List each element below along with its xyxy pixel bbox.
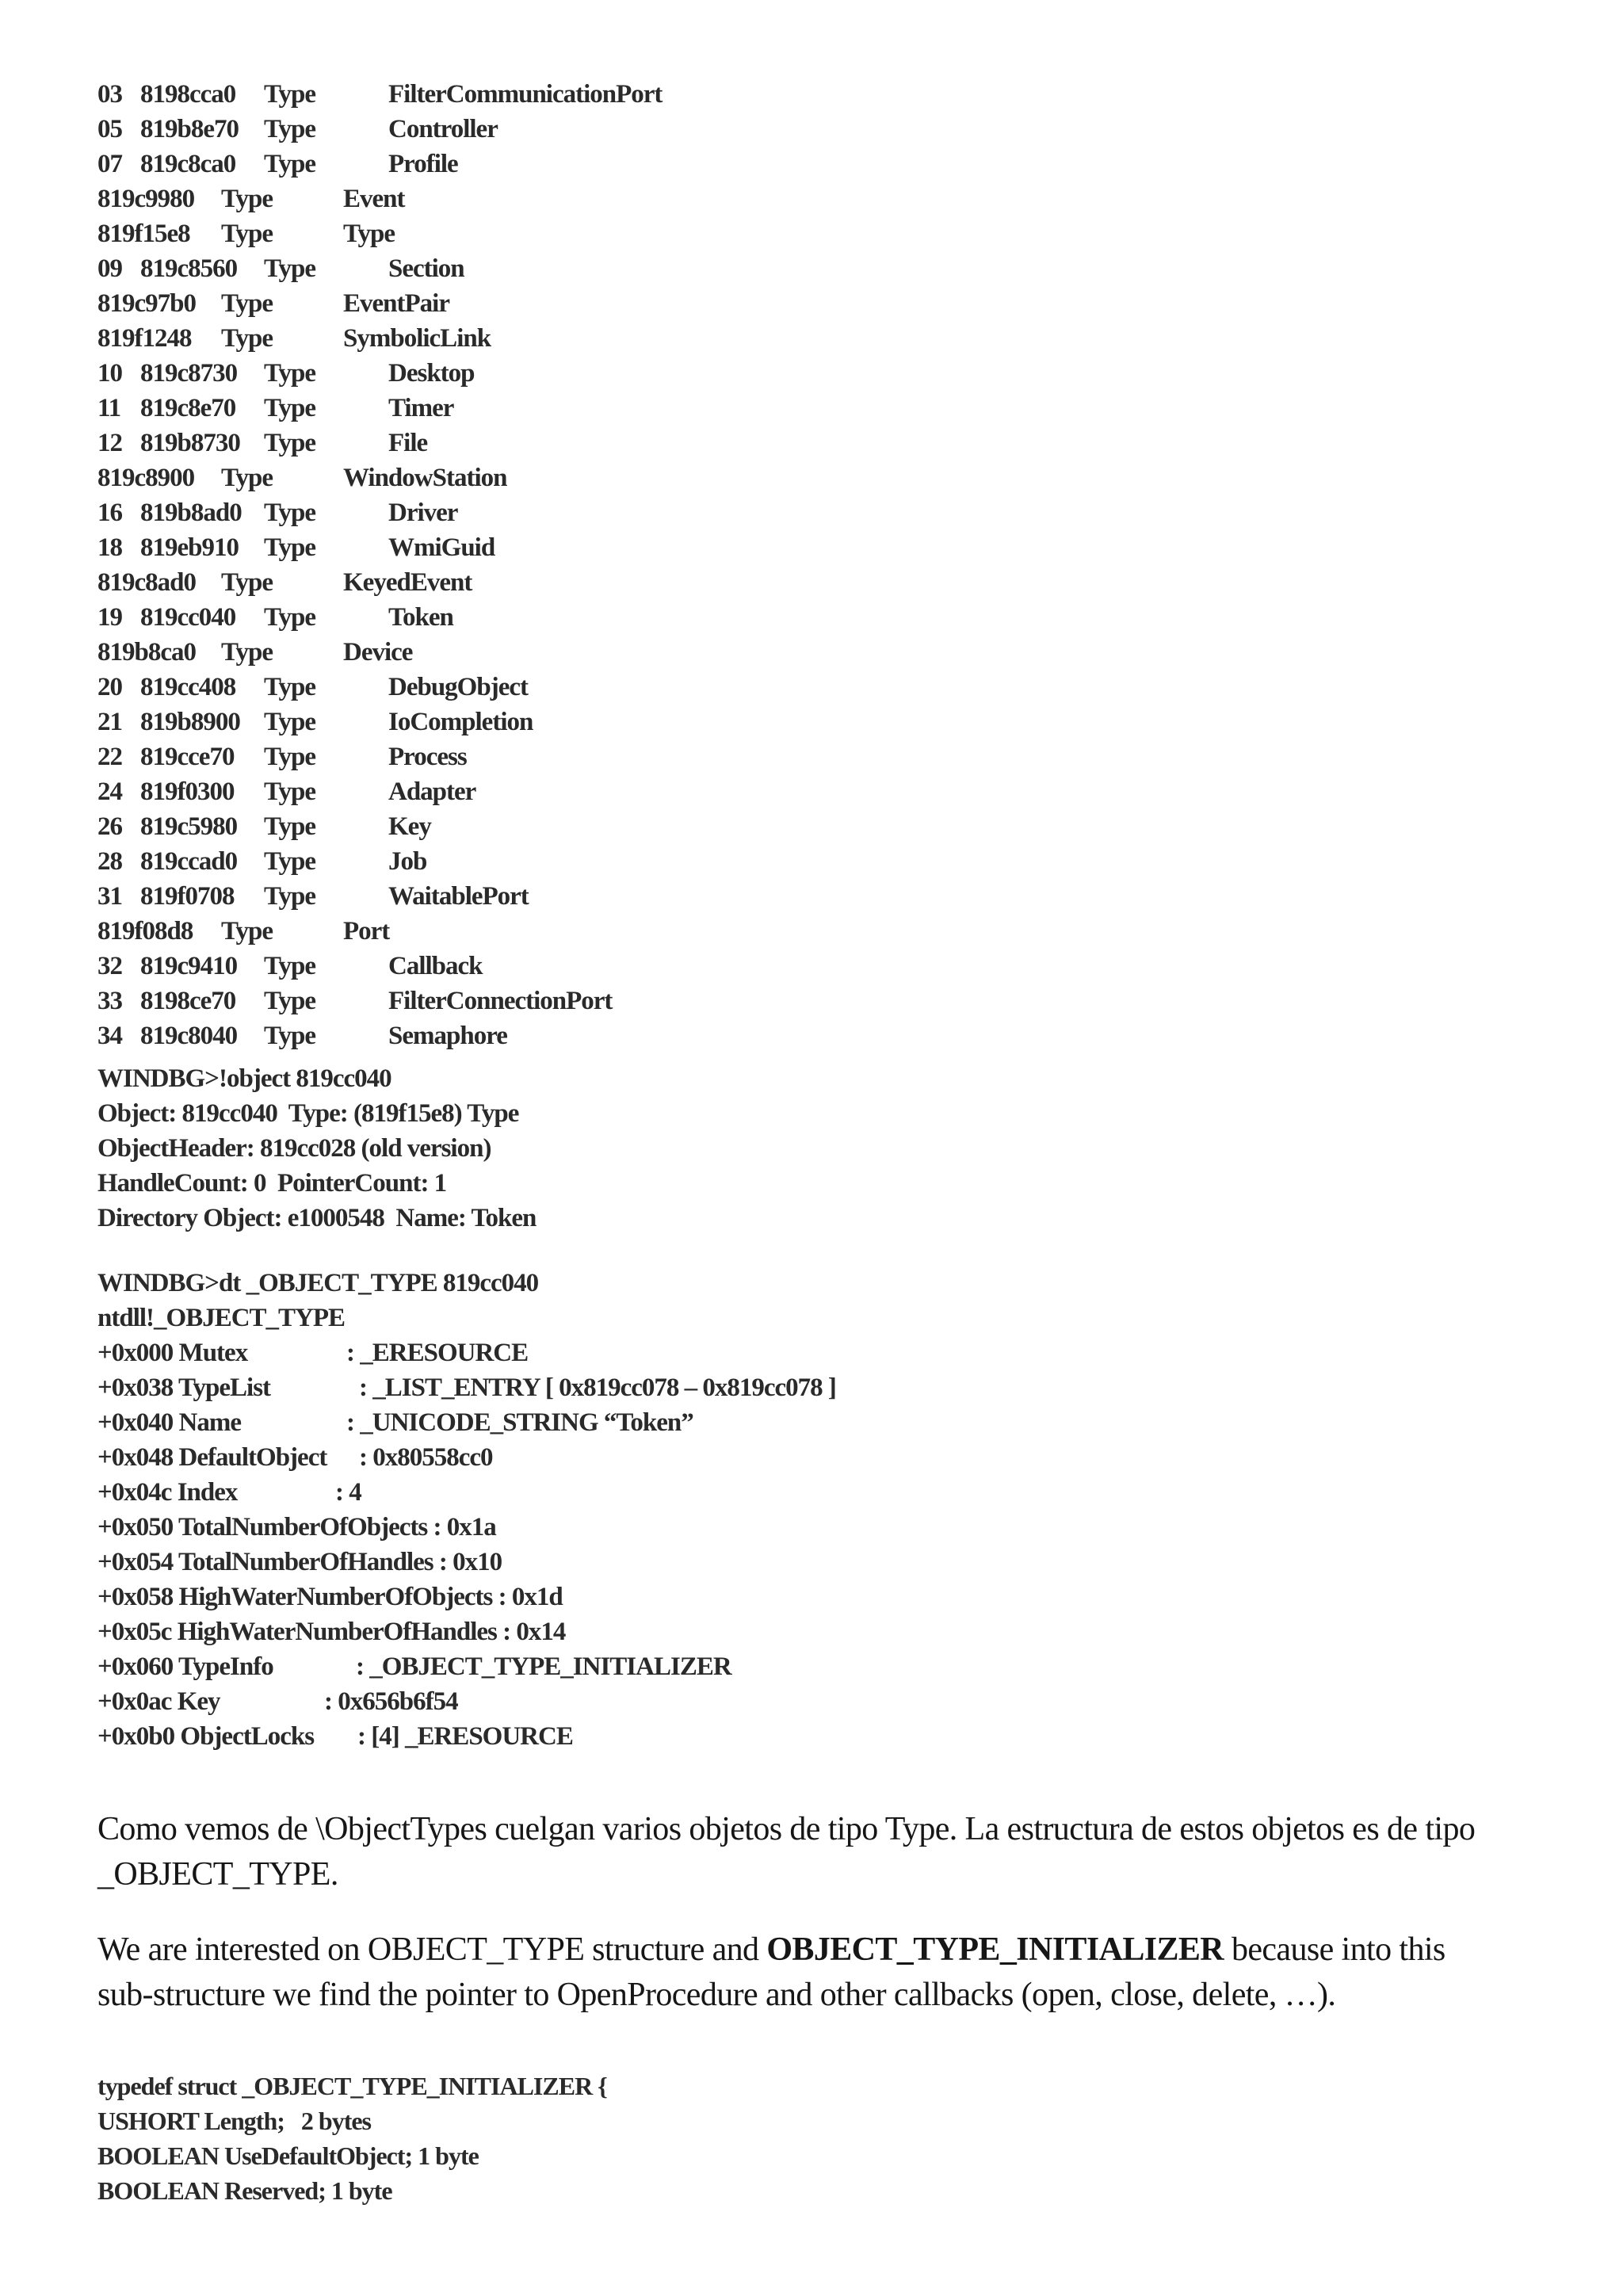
type-row-address: 819c8730 (140, 359, 238, 388)
type-row-kind: Type (264, 673, 316, 701)
dt-field-name: +0x038 TypeList (97, 1373, 271, 1402)
type-row-kind: Type (221, 289, 273, 318)
type-row-index: 26 (97, 812, 122, 841)
type-row-kind: Type (264, 882, 316, 911)
paragraph-object-types-text: Como vemos de \ObjectTypes cuelgan varios objetos de tipo Type. La estructura de estos objetos es de tipo _OBJECT_TYPE. (97, 1811, 1476, 1893)
type-row-index: 18 (97, 533, 122, 562)
type-row-address: 819c8560 (140, 254, 238, 283)
dt-field-name: +0x0b0 ObjectLocks (97, 1722, 315, 1751)
dt-field-value: : [4] _ERESOURCE (357, 1722, 573, 1751)
object-output-line: Directory Object: e1000548 Name: Token (97, 1204, 537, 1232)
type-row-address: 819b8900 (140, 708, 240, 736)
dt-field-value: : _UNICODE_STRING “Token” (346, 1408, 693, 1437)
type-row-name: Profile (388, 150, 458, 178)
object-output-line: Object: 819cc040 Type: (819f15e8) Type (97, 1099, 519, 1128)
type-row-index: 20 (97, 673, 122, 701)
type-row-index: 24 (97, 777, 122, 806)
type-row-index: 10 (97, 359, 122, 388)
type-row-name: Timer (388, 394, 454, 422)
type-row-kind: Type (264, 987, 316, 1015)
type-row-kind: Type (221, 638, 273, 667)
type-row-address: 8198cca0 (140, 80, 236, 109)
type-row-kind: Type (264, 708, 316, 736)
type-row-kind: Type (221, 185, 273, 213)
dt-field-name: +0x048 DefaultObject (97, 1443, 327, 1472)
type-row-kind: Type (264, 1022, 316, 1050)
type-row-address: 819c8e70 (140, 394, 236, 422)
type-row-name: IoCompletion (388, 708, 533, 736)
object-output-line: WINDBG>!object 819cc040 (97, 1064, 391, 1093)
type-row-index: 33 (97, 987, 122, 1015)
type-row-kind: Type (264, 743, 316, 771)
type-row-name: DebugObject (388, 673, 528, 701)
type-row-address: 819c8040 (140, 1022, 238, 1050)
type-row-name: Port (343, 917, 390, 946)
type-row-kind: Type (264, 812, 316, 841)
type-row-name: Job (388, 847, 427, 876)
type-row-address: 819c8ad0 (97, 568, 196, 597)
type-row-address: 819f15e8 (97, 220, 190, 248)
type-row-name: Adapter (388, 777, 476, 806)
type-row-kind: Type (264, 847, 316, 876)
type-row-address: 819b8ad0 (140, 499, 242, 527)
type-row-name: Key (388, 812, 431, 841)
paragraph-object-types (97, 1807, 1508, 1897)
type-row-address: 819ccad0 (140, 847, 238, 876)
type-row-name: KeyedEvent (343, 568, 472, 597)
type-row-kind: Type (264, 80, 316, 109)
type-row-kind: Type (264, 254, 316, 283)
dt-command-line: WINDBG>dt _OBJECT_TYPE 819cc040 (97, 1269, 539, 1297)
type-row-kind: Type (264, 603, 316, 632)
type-row-address: 819f0300 (140, 777, 235, 806)
type-row-kind: Type (264, 952, 316, 980)
dt-field-name: +0x040 Name (97, 1408, 242, 1437)
type-row-name: Controller (388, 115, 498, 143)
type-row-name: Driver (388, 499, 458, 527)
dt-field-value: : 0x80558cc0 (359, 1443, 493, 1472)
dt-field-name: +0x060 TypeInfo (97, 1652, 273, 1681)
dt-field-name: +0x054 TotalNumberOfHandles (97, 1548, 433, 1576)
type-row-kind: Type (264, 429, 316, 457)
type-row-kind: Type (264, 533, 316, 562)
type-row-index: 32 (97, 952, 122, 980)
object-output-line: HandleCount: 0 PointerCount: 1 (97, 1169, 447, 1198)
type-row-address: 819c5980 (140, 812, 238, 841)
paragraph-initializer (97, 1927, 1508, 2018)
type-row-name: FilterConnectionPort (388, 987, 613, 1015)
type-row-address: 819f0708 (140, 882, 235, 911)
type-row-index: 16 (97, 499, 122, 527)
type-row-name: Type (343, 220, 395, 248)
type-row-kind: Type (264, 115, 316, 143)
type-row-name: Desktop (388, 359, 475, 388)
type-row-kind: Type (221, 917, 273, 946)
paragraph-initializer-bold: OBJECT_TYPE_INITIALIZER (766, 1931, 1224, 1968)
dt-field-name: +0x050 TotalNumberOfObjects (97, 1513, 428, 1541)
type-row-address: 819b8ca0 (97, 638, 196, 667)
type-row-kind: Type (264, 359, 316, 388)
type-row-address: 8198ce70 (140, 987, 236, 1015)
type-row-name: Section (388, 254, 464, 283)
type-row-kind: Type (221, 324, 273, 353)
paragraph-initializer-text-end: because into this sub-structure we find the pointer to OpenProcedure and other callbacks (open, close, delete, …). (97, 1931, 1445, 2013)
paragraph-initializer-text-start: We are interested on OBJECT_TYPE structure and (97, 1931, 767, 1968)
dt-field-value: : 0x1d (498, 1583, 563, 1611)
type-row-name: Process (388, 743, 467, 771)
type-row-index: 19 (97, 603, 122, 632)
type-row-name: SymbolicLink (343, 324, 491, 353)
type-row-kind: Type (221, 220, 273, 248)
struct-code-line: BOOLEAN UseDefaultObject; 1 byte (97, 2141, 479, 2170)
type-row-name: WaitablePort (388, 882, 529, 911)
type-row-address: 819eb910 (140, 533, 239, 562)
dt-field-value: : _LIST_ENTRY [ 0x819cc078 – 0x819cc078 ] (359, 1373, 836, 1402)
type-row-index: 31 (97, 882, 122, 911)
dt-field-row (97, 1545, 502, 1580)
type-row-address: 819f08d8 (97, 917, 193, 946)
type-row-address: 819c8900 (97, 464, 195, 492)
type-row-index: 11 (97, 394, 121, 422)
type-row-index: 22 (97, 743, 122, 771)
type-row-address: 819b8730 (140, 429, 240, 457)
type-row-address: 819cc408 (140, 673, 236, 701)
type-row-address: 819b8e70 (140, 115, 239, 143)
type-row-address: 819cce70 (140, 743, 235, 771)
type-row-index: 34 (97, 1022, 122, 1050)
type-row-index: 21 (97, 708, 122, 736)
dt-field-value: : 0x1a (433, 1513, 496, 1541)
type-row-address: 819cc040 (140, 603, 236, 632)
type-row-index: 03 (97, 80, 122, 109)
type-row-index: 07 (97, 150, 122, 178)
type-row-name: Device (343, 638, 413, 667)
dt-field-name: +0x05c HighWaterNumberOfHandles (97, 1618, 497, 1646)
type-row-kind: Type (264, 394, 316, 422)
dt-field-row (97, 1510, 496, 1545)
dt-field-row (97, 1580, 563, 1614)
dt-field-value: : _ERESOURCE (346, 1339, 529, 1367)
type-row-address: 819c8ca0 (140, 150, 236, 178)
type-row-address: 819c9410 (140, 952, 238, 980)
type-row-kind: Type (221, 568, 273, 597)
type-row-kind: Type (264, 777, 316, 806)
type-row-name: WmiGuid (388, 533, 495, 562)
type-row-kind: Type (264, 150, 316, 178)
dt-field-value: : 0x10 (438, 1548, 502, 1576)
type-row-name: WindowStation (343, 464, 507, 492)
type-row-name: Callback (388, 952, 483, 980)
dt-field-value: : 0x656b6f54 (324, 1687, 458, 1716)
dt-struct-name: ntdll!_OBJECT_TYPE (97, 1304, 346, 1332)
type-row-name: Semaphore (388, 1022, 507, 1050)
type-row-address: 819c97b0 (97, 289, 196, 318)
type-row-name: EventPair (343, 289, 449, 318)
type-row-index: 09 (97, 254, 122, 283)
type-row-name: File (388, 429, 428, 457)
type-row-name: Token (388, 603, 453, 632)
dt-field-value: : 4 (335, 1478, 361, 1507)
type-row-kind: Type (221, 464, 273, 492)
type-row-name: FilterCommunicationPort (388, 80, 663, 109)
dt-field-row (97, 1614, 565, 1649)
dt-field-name: +0x058 HighWaterNumberOfObjects (97, 1583, 493, 1611)
object-output-line: ObjectHeader: 819cc028 (old version) (97, 1134, 491, 1163)
dt-field-value: : 0x14 (502, 1618, 566, 1646)
type-row-index: 05 (97, 115, 122, 143)
dt-field-name: +0x04c Index (97, 1478, 238, 1507)
type-row-name: Event (343, 185, 405, 213)
struct-code-line: typedef struct _OBJECT_TYPE_INITIALIZER { (97, 2072, 607, 2100)
type-row-kind: Type (264, 499, 316, 527)
type-row-address: 819c9980 (97, 185, 195, 213)
type-row-index: 12 (97, 429, 122, 457)
type-row-address: 819f1248 (97, 324, 192, 353)
struct-code-line: BOOLEAN Reserved; 1 byte (97, 2176, 392, 2205)
struct-code-line: USHORT Length; 2 bytes (97, 2107, 371, 2135)
dt-field-value: : _OBJECT_TYPE_INITIALIZER (356, 1652, 731, 1681)
dt-field-name: +0x0ac Key (97, 1687, 220, 1716)
type-row-index: 28 (97, 847, 122, 876)
dt-field-name: +0x000 Mutex (97, 1339, 248, 1367)
